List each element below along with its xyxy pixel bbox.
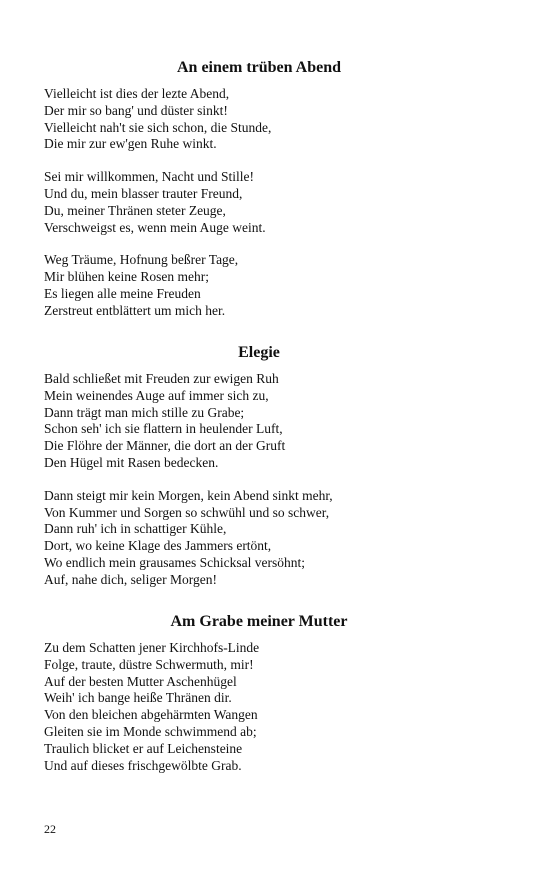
stanza xyxy=(44,488,504,589)
verse-line: Dann trägt man mich stille zu Grabe; xyxy=(44,404,245,420)
verse-line: Auf, nahe dich, seliger Morgen! xyxy=(44,571,217,587)
verse-line: Zu dem Schatten jener Kirchhofs-Linde xyxy=(44,640,260,655)
verse-line: Weih' ich bange heiße Thränen dir. xyxy=(44,690,232,706)
poem-title: Elegie xyxy=(238,344,280,361)
poem-title: Am Grabe meiner Mutter xyxy=(170,613,348,630)
verse-line: Von Kummer und Sorgen so schwühl und so schwer, xyxy=(44,504,330,520)
verse-line: Die mir zur ew'gen Ruhe winkt. xyxy=(44,136,217,152)
verse-line: Traulich blicket er auf Leichensteine xyxy=(44,740,243,756)
verse-line: Folge, traute, düstre Schwermuth, mir! xyxy=(44,656,254,672)
stanza xyxy=(44,86,504,153)
poem-an-einem-trueben-abend xyxy=(44,57,504,320)
verse-line: Verschweigst es, wenn mein Auge weint. xyxy=(44,219,266,235)
verse-line: Es liegen alle meine Freuden xyxy=(44,285,201,301)
poem-elegie xyxy=(44,342,504,589)
verse-line: Den Hügel mit Rasen bedecken. xyxy=(44,454,219,470)
verse-line: Vielleicht ist dies der lezte Abend, xyxy=(44,86,230,101)
verse-line: Mir blühen keine Rosen mehr; xyxy=(44,269,209,285)
verse-line: Zerstreut entblättert um mich her. xyxy=(44,302,226,318)
verse-line: Dann ruh' ich in schattiger Kühle, xyxy=(44,521,227,537)
verse-line: Wo endlich mein grausames Schicksal versöhnt; xyxy=(44,554,305,570)
verse-line: Der mir so bang' und düster sinkt! xyxy=(44,102,228,118)
stanza xyxy=(44,252,504,319)
verse-line: Von den bleichen abgehärmten Wangen xyxy=(44,707,258,723)
verse-line: Dann steigt mir kein Morgen, kein Abend sinkt mehr, xyxy=(44,487,333,503)
verse-line: Schon seh' ich sie flattern in heulender Luft, xyxy=(44,421,283,437)
verse-line: Die Flöhre der Männer, die dort an der Gruft xyxy=(44,438,286,454)
verse-line: Bald schließet mit Freuden zur ewigen Ruh xyxy=(44,371,279,386)
page-number: 22 xyxy=(44,822,56,836)
poem-am-grabe-meiner-mutter xyxy=(44,611,504,774)
verse-line: Und du, mein blasser trauter Freund, xyxy=(44,185,243,201)
stanza xyxy=(44,169,504,236)
verse-line: Und auf dieses frischgewölbte Grab. xyxy=(44,757,242,773)
stanza xyxy=(44,640,504,774)
verse-line: Du, meiner Thränen steter Zeuge, xyxy=(44,202,226,218)
verse-line: Weg Träume, Hofnung beßrer Tage, xyxy=(44,252,239,268)
verse-line: Auf der besten Mutter Aschenhügel xyxy=(44,673,237,689)
poem-title: An einem trüben Abend xyxy=(176,59,342,76)
verse-line: Mein weinendes Auge auf immer sich zu, xyxy=(44,387,269,403)
verse-line: Vielleicht nah't sie sich schon, die Stunde, xyxy=(44,119,272,135)
verse-line: Gleiten sie im Monde schwimmend ab; xyxy=(44,723,257,739)
verse-line: Sei mir willkommen, Nacht und Stille! xyxy=(44,169,254,185)
stanza xyxy=(44,371,504,472)
verse-line: Dort, wo keine Klage des Jammers ertönt, xyxy=(44,538,272,554)
